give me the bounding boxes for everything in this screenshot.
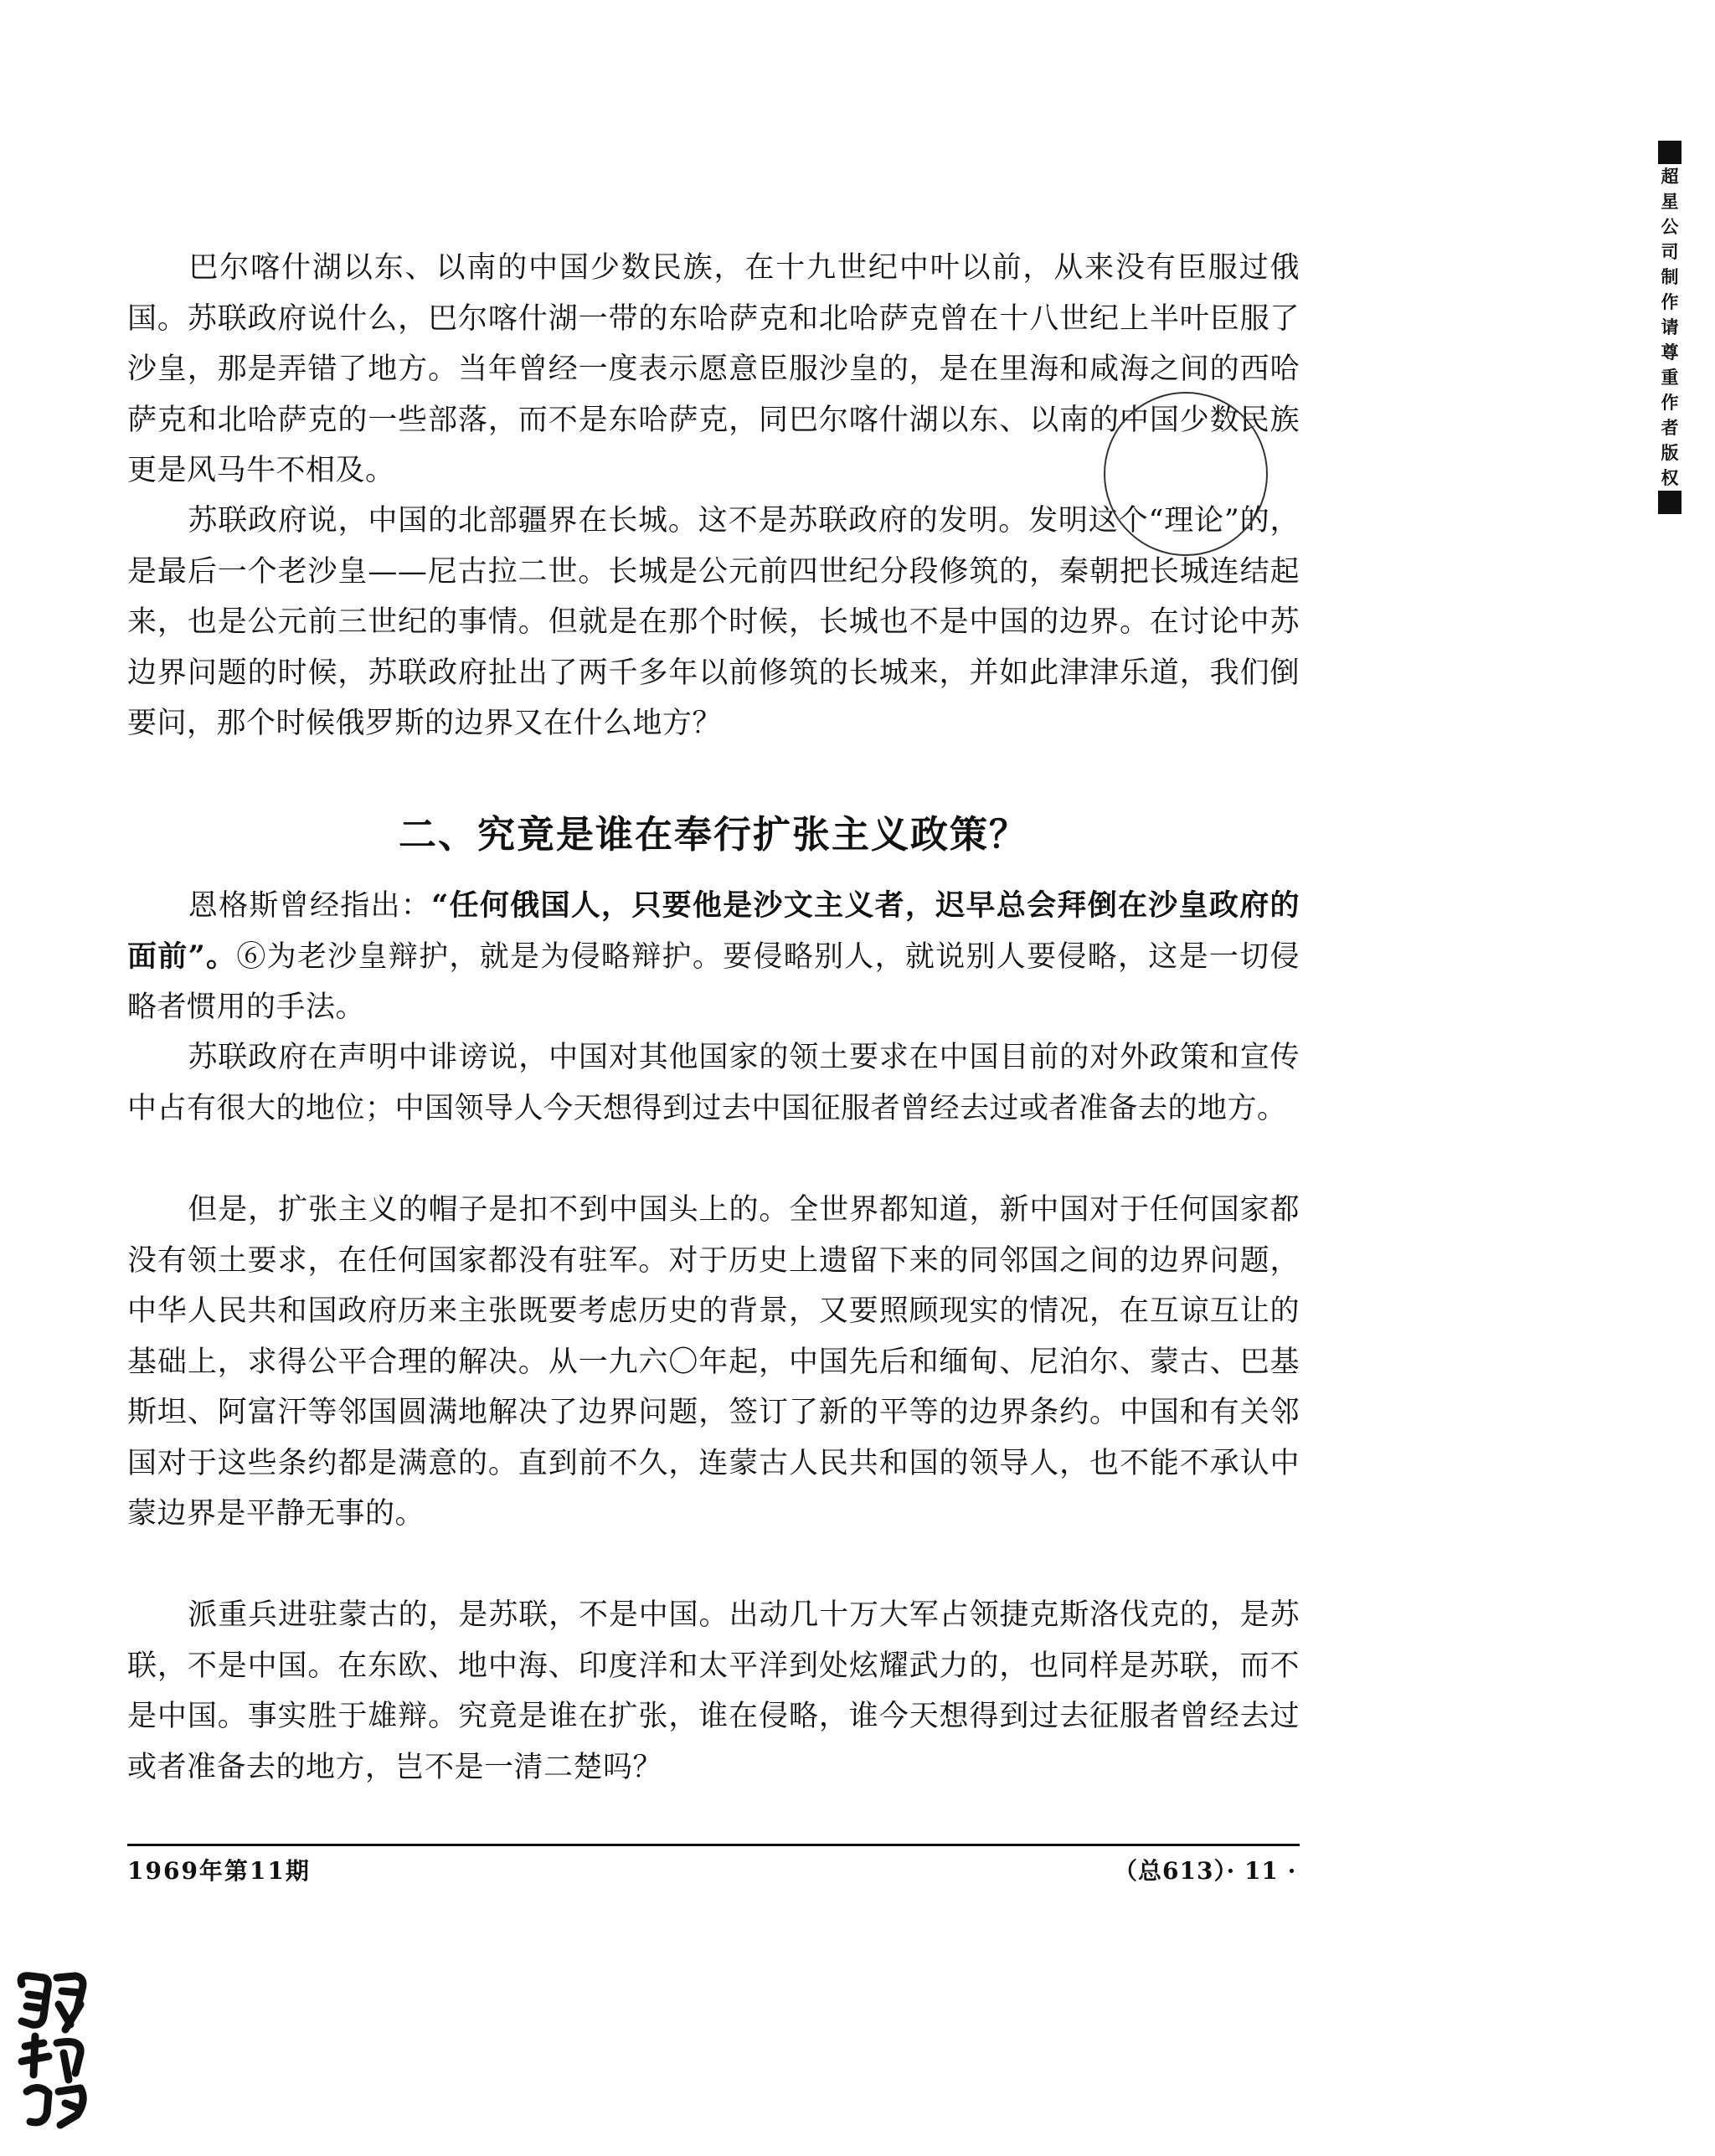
side-bar-bottom bbox=[1658, 491, 1682, 514]
paragraph-3-text: 为老沙皇辩护，就是为侵略辩护。要侵略别人，就说别人要侵略，这是一切侵略者惯用的手法。 bbox=[127, 939, 1300, 1024]
side-char: 星 bbox=[1661, 192, 1679, 212]
footnote-marker: ⑥ bbox=[236, 939, 267, 974]
handwritten-circle-mark bbox=[1104, 392, 1268, 556]
footer-page-number: （总613）· 11 · bbox=[1114, 1857, 1297, 1885]
side-char: 公 bbox=[1661, 217, 1679, 237]
paragraph-6-text: 派重兵进驻蒙古的，是苏联，不是中国。出动几十万大军占领捷克斯洛伐克的，是苏联，不是中国。在东欧、地中海、印度洋和太平洋到处炫耀武力的，也同样是苏联，而不是中国。事实胜于雄辩。究竟是谁在扩张，谁在侵略，谁今天想得到过去征服者曾经去过或者准备去的地方，岂不是一清二楚吗？ bbox=[127, 1598, 1300, 1784]
side-char: 请 bbox=[1661, 317, 1679, 337]
engels-quote: “任何俄国人，只要他是沙文主义者，迟早总会拜倒在沙皇政府的面前”。 bbox=[127, 888, 1300, 974]
side-char: 作 bbox=[1661, 292, 1679, 312]
side-char: 者 bbox=[1661, 418, 1679, 438]
side-char: 司 bbox=[1661, 242, 1679, 262]
side-char: 权 bbox=[1661, 468, 1679, 488]
seal-stamp-icon bbox=[10, 1966, 94, 2133]
footer-issue: 1969年第11期 bbox=[127, 1857, 311, 1885]
side-watermark bbox=[1655, 141, 1688, 514]
side-char: 重 bbox=[1661, 368, 1679, 388]
paragraph-4-text: 苏联政府在声明中诽谤说，中国对其他国家的领土要求在中国目前的对外政策和宣传中占有很大的地位；中国领导人今天想得到过去中国征服者曾经去过或者准备去的地方。 bbox=[127, 1041, 1300, 1125]
paragraph-6 bbox=[127, 1590, 1300, 1793]
side-char: 版 bbox=[1661, 443, 1679, 463]
paragraph-2-text: 苏联政府说，中国的北部疆界在长城。这不是苏联政府的发明。发明这个“理论”的，是最后一个老沙皇——尼古拉二世。长城是公元前四世纪分段修筑的，秦朝把长城连结起来，也是公元前三世纪的事情。但就是在那个时候，长城也不是中国的边界。在讨论中苏边界问题的时候，苏联政府扯出了两千多年以前修筑的长城来，并如此津津乐道，我们倒要问，那个时候俄罗斯的边界又在什么地方？ bbox=[127, 504, 1300, 740]
side-char: 超 bbox=[1661, 167, 1679, 187]
side-char: 作 bbox=[1661, 393, 1679, 413]
section-heading: 二、究竟是谁在奉行扩张主义政策？ bbox=[398, 812, 1028, 857]
side-bar-top bbox=[1658, 141, 1682, 164]
paragraph-5 bbox=[127, 1185, 1300, 1540]
paragraph-1-text: 巴尔喀什湖以东、以南的中国少数民族，在十九世纪中叶以前，从来没有臣服过俄国。苏联政府说什么，巴尔喀什湖一带的东哈萨克和北哈萨克曾在十八世纪上半叶臣服了沙皇，那是弄错了地方。当年曾经一度表示愿意臣服沙皇的，是在里海和咸海之间的西哈萨克和北哈萨克的一些部落，而不是东哈萨克，同巴尔喀什湖以东、以南的中国少数民族更是风马牛不相及。 bbox=[127, 251, 1300, 487]
paragraph-5-text: 但是，扩张主义的帽子是扣不到中国头上的。全世界都知道，新中国对于任何国家都没有领土要求，在任何国家都没有驻军。对于历史上遗留下来的同邻国之间的边界问题，中华人民共和国政府历来主张既要考虑历史的背景，又要照顾现实的情况，在互谅互让的基础上，求得公平合理的解决。从一九六〇年起，中国先后和缅甸、尼泊尔、蒙古、巴基斯坦、阿富汗等邻国圆满地解决了边界问题，签订了新的平等的边界条约。中国和有关邻国对于这些条约都是满意的。直到前不久，连蒙古人民共和国的领导人，也不能不承认中蒙边界是平静无事的。 bbox=[127, 1193, 1300, 1531]
side-char: 尊 bbox=[1661, 342, 1679, 363]
footer-rule bbox=[127, 1844, 1300, 1846]
side-char: 制 bbox=[1661, 267, 1679, 287]
paragraph-4 bbox=[127, 1032, 1300, 1134]
paragraph-2 bbox=[127, 496, 1300, 749]
paragraph-3-lead: 恩格斯曾经指出： bbox=[188, 889, 432, 923]
paragraph-3 bbox=[127, 881, 1300, 1033]
